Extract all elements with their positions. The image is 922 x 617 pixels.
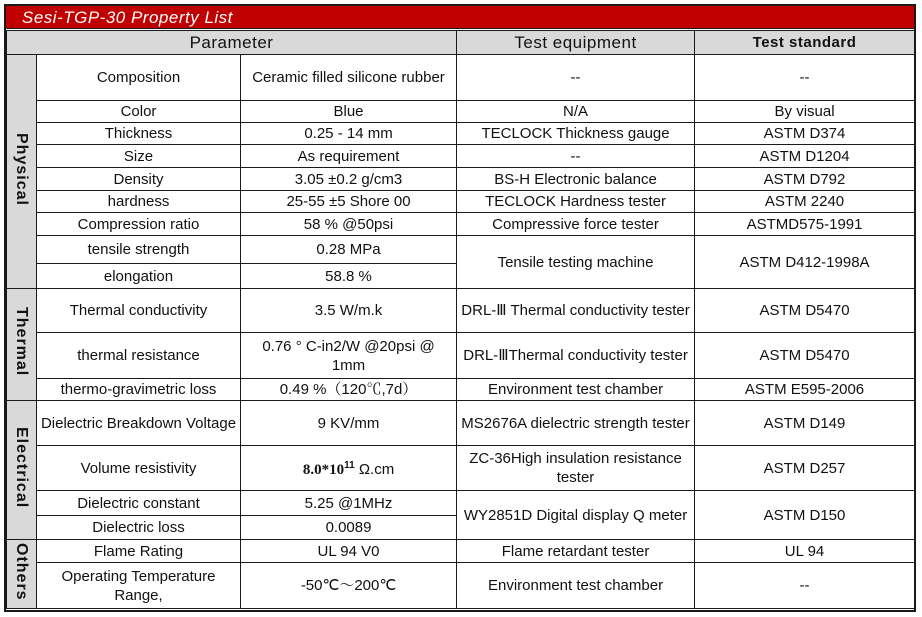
param-name: Color <box>37 101 241 123</box>
param-equipment: DRL-Ⅲ Thermal conductivity tester <box>457 289 695 333</box>
property-sheet <box>4 4 916 612</box>
header-parameter: Parameter <box>7 31 457 55</box>
param-equipment: MS2676A dielectric strength tester <box>457 401 695 446</box>
header-row <box>7 31 915 55</box>
param-name: hardness <box>37 191 241 213</box>
param-value: 58 % @50psi <box>241 213 457 236</box>
table-row <box>7 213 915 236</box>
param-standard: ASTM D374 <box>695 123 915 145</box>
param-name: thermal resistance <box>37 333 241 379</box>
header-standard: Test standard <box>695 31 915 55</box>
param-name: Flame Rating <box>37 540 241 563</box>
table-row <box>7 168 915 191</box>
param-name: Compression ratio <box>37 213 241 236</box>
param-value: Blue <box>241 101 457 123</box>
param-value: 5.25 @1MHz <box>241 491 457 516</box>
value-exponent: 11 <box>344 460 355 471</box>
param-standard: -- <box>695 55 915 101</box>
param-name: Thickness <box>37 123 241 145</box>
table-row <box>7 333 915 379</box>
table-row <box>7 289 915 333</box>
param-value: 0.0089 <box>241 516 457 540</box>
param-value <box>241 446 457 491</box>
table-row <box>7 145 915 168</box>
param-value: As requirement <box>241 145 457 168</box>
param-standard: ASTMD575-1991 <box>695 213 915 236</box>
param-standard: ASTM D5470 <box>695 289 915 333</box>
param-standard: ASTM 2240 <box>695 191 915 213</box>
table-row <box>7 563 915 609</box>
table-row <box>7 401 915 446</box>
param-equipment: N/A <box>457 101 695 123</box>
param-equipment: -- <box>457 145 695 168</box>
table-row <box>7 446 915 491</box>
sheet-title: Sesi-TGP-30 Property List <box>6 6 914 29</box>
header-equipment: Test equipment <box>457 31 695 55</box>
param-equipment: TECLOCK Hardness tester <box>457 191 695 213</box>
param-equipment: DRL-ⅢThermal conductivity tester <box>457 333 695 379</box>
param-name: tensile strength <box>37 236 241 264</box>
param-equipment: ZC-36High insulation resistance tester <box>457 446 695 491</box>
param-name: thermo-gravimetric loss <box>37 379 241 401</box>
param-standard: ASTM D792 <box>695 168 915 191</box>
param-standard: ASTM D149 <box>695 401 915 446</box>
param-equipment: WY2851D Digital display Q meter <box>457 491 695 540</box>
param-equipment: Tensile testing machine <box>457 236 695 289</box>
param-value: 25-55 ±5 Shore 00 <box>241 191 457 213</box>
param-name: Dielectric loss <box>37 516 241 540</box>
table-row <box>7 491 915 516</box>
group-others <box>7 540 37 609</box>
param-name: Density <box>37 168 241 191</box>
table-row <box>7 236 915 264</box>
param-value: 0.28 MPa <box>241 236 457 264</box>
param-equipment: Environment test chamber <box>457 563 695 609</box>
param-standard: -- <box>695 563 915 609</box>
group-electrical <box>7 401 37 540</box>
param-value: 9 KV/mm <box>241 401 457 446</box>
param-value: UL 94 V0 <box>241 540 457 563</box>
value-base: 8.0*10 <box>302 462 345 478</box>
param-name: Size <box>37 145 241 168</box>
table-row <box>7 55 915 101</box>
table-row <box>7 540 915 563</box>
param-standard: ASTM E595-2006 <box>695 379 915 401</box>
value-unit: Ω.cm <box>354 461 395 478</box>
param-value: -50℃～200℃ <box>241 563 457 609</box>
param-value: 3.5 W/m.k <box>241 289 457 333</box>
param-equipment: BS-H Electronic balance <box>457 168 695 191</box>
table-row <box>7 379 915 401</box>
param-standard: ASTM D150 <box>695 491 915 540</box>
group-label: Thermal <box>13 307 30 377</box>
table-row <box>7 101 915 123</box>
param-name: Dielectric Breakdown Voltage <box>37 401 241 446</box>
param-name: Dielectric constant <box>37 491 241 516</box>
group-label: Others <box>13 542 30 601</box>
param-value: 0.49 %（120℃,7d） <box>241 379 457 401</box>
table-row <box>7 123 915 145</box>
param-equipment: Flame retardant tester <box>457 540 695 563</box>
param-value: Ceramic filled silicone rubber <box>241 55 457 101</box>
group-label: Physical <box>13 132 30 206</box>
param-standard: By visual <box>695 101 915 123</box>
param-standard: ASTM D1204 <box>695 145 915 168</box>
param-equipment: Environment test chamber <box>457 379 695 401</box>
table-row <box>7 191 915 213</box>
param-standard: ASTM D5470 <box>695 333 915 379</box>
param-equipment: TECLOCK Thickness gauge <box>457 123 695 145</box>
param-value: 0.76 ° C-in2/W @20psi @ 1mm <box>241 333 457 379</box>
param-value: 58.8 % <box>241 264 457 289</box>
group-thermal <box>7 289 37 401</box>
param-value: 3.05 ±0.2 g/cm3 <box>241 168 457 191</box>
param-standard: UL 94 <box>695 540 915 563</box>
param-name: Thermal conductivity <box>37 289 241 333</box>
property-table <box>6 30 915 609</box>
param-equipment: -- <box>457 55 695 101</box>
param-name: Volume resistivity <box>37 446 241 491</box>
param-name: Composition <box>37 55 241 101</box>
param-value: 0.25 - 14 mm <box>241 123 457 145</box>
group-physical <box>7 55 37 289</box>
param-standard: ASTM D257 <box>695 446 915 491</box>
param-name: elongation <box>37 264 241 289</box>
param-standard: ASTM D412-1998A <box>695 236 915 289</box>
group-label: Electrical <box>13 426 30 509</box>
param-name: Operating Temperature Range, <box>37 563 241 609</box>
param-equipment: Compressive force tester <box>457 213 695 236</box>
